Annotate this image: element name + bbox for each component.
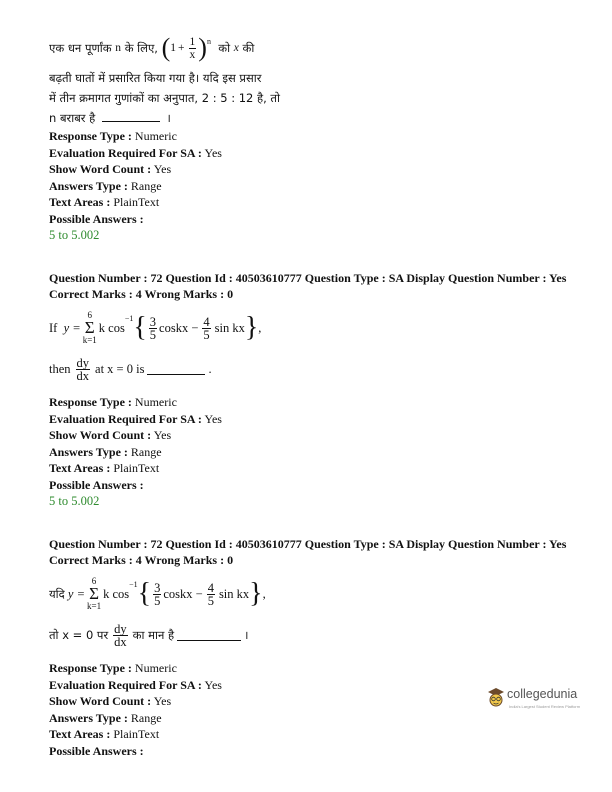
q1-text: की bbox=[242, 41, 255, 55]
meta-text-areas: Text Areas : PlainText bbox=[49, 195, 160, 209]
q1-plus: + bbox=[178, 42, 185, 54]
meta-show-word-count: Show Word Count : Yes bbox=[49, 428, 172, 442]
logo-wordmark: collegedunia bbox=[507, 687, 578, 701]
q2-sum: 6 Σ k=1 bbox=[82, 310, 97, 345]
q2-derivative: then $\frac{dy}{dx}$ at x = 0 is . bbox=[49, 355, 212, 383]
meta-show-word-count: Show Word Count : Yes bbox=[49, 162, 172, 176]
q1-one: 1 bbox=[170, 42, 177, 54]
q3-header: Question Number : 72 Question Id : 40503610777 Question Type : SA Display Question Number : Yes bbox=[49, 537, 567, 551]
q2-equation: If y = 6 Σ k=1 k cos $^{-1}$ { $\frac{3}{5}$ coskx − $\frac{4}{5}$ sin kx } , bbox=[49, 310, 262, 345]
answer-blank bbox=[102, 111, 160, 122]
meta-evaluation: Evaluation Required For SA : Yes bbox=[49, 411, 222, 426]
meta-show-word-count: Show Word Count : Yes bbox=[49, 694, 172, 708]
document-page bbox=[49, 30, 589, 759]
possible-answer-range: 5 to 5.002 bbox=[49, 494, 100, 508]
q1-text: के लिए, bbox=[124, 41, 158, 55]
answer-blank bbox=[177, 630, 241, 641]
meta-answers-type: Answers Type : Range bbox=[49, 710, 162, 725]
meta-possible-answers: Possible Answers : bbox=[49, 477, 144, 492]
meta-text-areas: Text Areas : PlainText bbox=[49, 461, 160, 475]
q1-fraction: $\frac{1}{x}$ bbox=[189, 35, 196, 61]
q1-line4: n बराबर है । bbox=[49, 111, 171, 125]
meta-response-type: Response Type : Numeric bbox=[49, 129, 177, 143]
q1-text: एक धन पूर्णांक bbox=[49, 41, 112, 55]
meta-evaluation: Evaluation Required For SA : Yes bbox=[49, 145, 222, 160]
logo-tagline: India's Largest Student Review Platform bbox=[509, 704, 581, 709]
q1-exponent: n bbox=[206, 37, 211, 46]
q1-meta bbox=[49, 128, 589, 244]
q1-paren-open: ( bbox=[161, 33, 171, 62]
q2-marks: Correct Marks : 4 Wrong Marks : 0 bbox=[49, 287, 234, 301]
q1-line1 bbox=[49, 30, 589, 66]
q1-line3: में तीन क्रमागत गुणांकों का अनुपात, 2 : 5 : 12 है, तो bbox=[49, 91, 280, 105]
meta-text-areas: Text Areas : PlainText bbox=[49, 727, 160, 741]
q2-meta bbox=[49, 394, 589, 510]
q1-var-n: n bbox=[115, 42, 122, 54]
q3-derivative: तो x = 0 पर $\frac{dy}{dx}$ का मान है । bbox=[49, 621, 249, 649]
q3-marks: Correct Marks : 4 Wrong Marks : 0 bbox=[49, 553, 234, 567]
q3-equation: यदि y = 6 Σ k=1 k cos $^{-1}$ { $\frac{3}{5}$ coskx − $\frac{4}{5}$ sin kx } , bbox=[49, 576, 266, 611]
q1-line2: बढ़ती घातों में प्रसारित किया गया है। यदि इस प्रसार bbox=[49, 71, 262, 85]
meta-response-type: Response Type : Numeric bbox=[49, 661, 177, 675]
collegedunia-logo bbox=[486, 684, 598, 714]
q1-text: को bbox=[218, 41, 231, 55]
meta-possible-answers: Possible Answers : bbox=[49, 743, 144, 758]
meta-answers-type: Answers Type : Range bbox=[49, 444, 162, 459]
meta-response-type: Response Type : Numeric bbox=[49, 395, 177, 409]
meta-evaluation: Evaluation Required For SA : Yes bbox=[49, 677, 222, 692]
q1-paren-close: ) bbox=[198, 33, 207, 62]
possible-answer-range: 5 to 5.002 bbox=[49, 228, 100, 242]
meta-possible-answers: Possible Answers : bbox=[49, 211, 144, 226]
q1-var-x: x bbox=[233, 42, 239, 54]
graduate-mascot-icon bbox=[486, 686, 506, 710]
meta-answers-type: Answers Type : Range bbox=[49, 178, 162, 193]
answer-blank bbox=[147, 364, 205, 375]
q3-sum: 6 Σ k=1 bbox=[87, 576, 102, 611]
q2-header: Question Number : 72 Question Id : 40503610777 Question Type : SA Display Question Number : Yes bbox=[49, 271, 567, 285]
